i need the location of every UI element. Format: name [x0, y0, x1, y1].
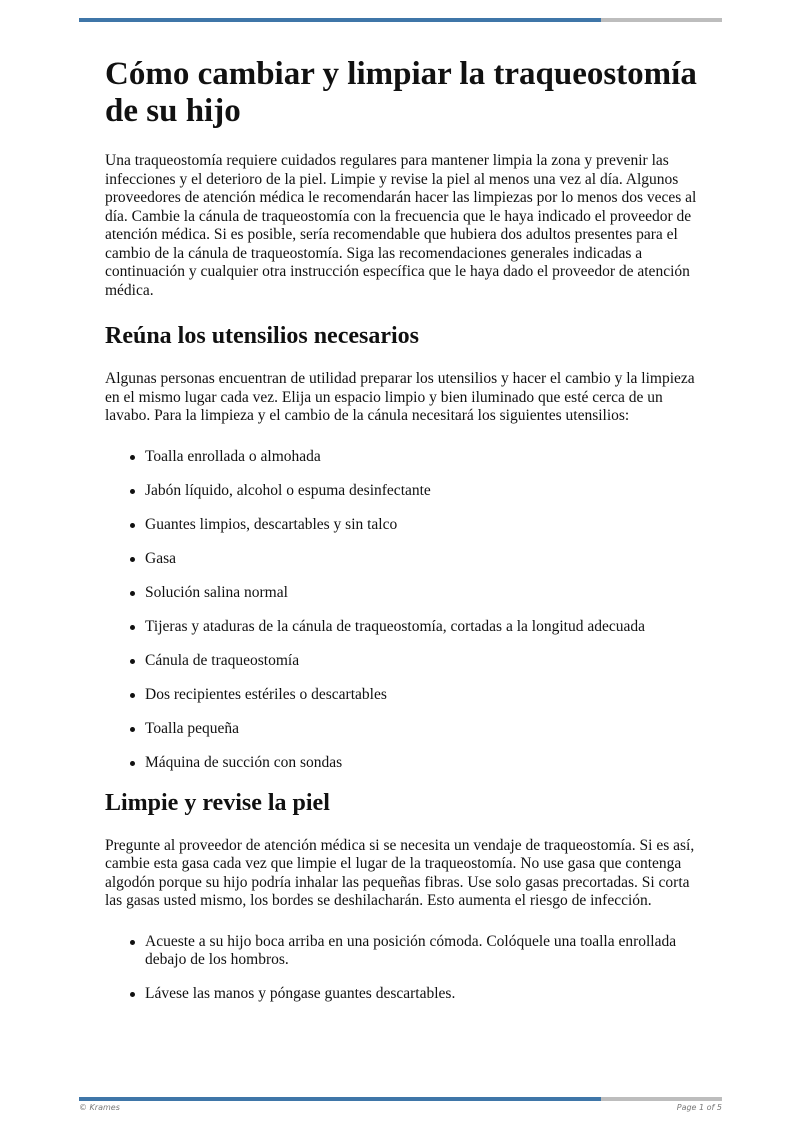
- copyright-text: © Krames: [79, 1103, 120, 1112]
- header-rule-grey: [601, 18, 722, 22]
- intro-paragraph: Una traqueostomía requiere cuidados regulares para mantener limpia la zona y prevenir las infecciones y el deterioro de la piel. Limpie y revise la piel al menos una vez al día. Algunos proveedores de atención médica le recomendarán hacer las limpiezas por lo menos dos veces al día. Cambie la cánula de traqueostomía con la frecuencia que le haya indicado el proveedor de atención médica. Si es posible, sería recomendable que hubiera dos adultos presentes para el cambio de la cánula de traqueostomía. Siga las recomendaciones generales indicadas a continuación y cualquier otra instrucción específica que le haya dado el proveedor de atención médica.: [105, 152, 697, 299]
- section-gather-supplies: [105, 322, 705, 773]
- section-clean-skin: [105, 789, 705, 1004]
- header-rule: [79, 18, 722, 22]
- page-number: Page 1 of 5: [676, 1103, 722, 1112]
- bullet-icon: [130, 659, 135, 664]
- bullet-icon: [130, 591, 135, 596]
- page-footer: [79, 1103, 722, 1112]
- page-title: Cómo cambiar y limpiar la traqueostomía de su hijo: [105, 56, 697, 129]
- list-item: Jabón líquido, alcohol o espuma desinfectante: [145, 482, 705, 501]
- bullet-icon: [130, 940, 135, 945]
- list-item: Gasa: [145, 550, 705, 569]
- list-item: Solución salina normal: [145, 584, 705, 603]
- bullet-icon: [130, 727, 135, 732]
- footer-rule-accent: [79, 1097, 601, 1101]
- bullet-icon: [130, 557, 135, 562]
- bullet-icon: [130, 761, 135, 766]
- list-item: Cánula de traqueostomía: [145, 652, 705, 671]
- list-item: Tijeras y ataduras de la cánula de traqueostomía, cortadas a la longitud adecuada: [145, 618, 705, 637]
- header-rule-accent: [79, 18, 601, 22]
- list-item: Toalla pequeña: [145, 720, 705, 739]
- list-item: Máquina de succión con sondas: [145, 754, 705, 773]
- section-paragraph: Pregunte al proveedor de atención médica si se necesita un vendaje de traqueostomía. Si es así, cambie esta gasa cada vez que limpie el lugar de la traqueostomía. No use gasa que contenga algodón porque su hijo podría inhalar las pequeñas fibras. Use solo gasas precortadas. Si corta las gasas usted mismo, los bordes se deshilacharán. Esto aumenta el riesgo de infección.: [105, 836, 695, 910]
- footer-rule: [79, 1097, 722, 1101]
- section-paragraph: Algunas personas encuentran de utilidad preparar los utensilios y hacer el cambio y la limpieza en el mismo lugar cada vez. Elija un espacio limpio y bien iluminado que esté cerca de un lavabo. Para la limpieza y el cambio de la cánula necesitará los siguientes utensilios:: [105, 370, 695, 424]
- bullet-icon: [130, 455, 135, 460]
- steps-list: [105, 933, 705, 1004]
- bullet-icon: [130, 992, 135, 997]
- list-item: Toalla enrollada o almohada: [145, 448, 705, 467]
- section-heading: Reúna los utensilios necesarios: [105, 323, 420, 349]
- list-item: Acueste a su hijo boca arriba en una posición cómoda. Colóquele una toalla enrollada debajo de los hombros.: [145, 933, 705, 970]
- section-heading: Limpie y revise la piel: [105, 789, 330, 816]
- list-item: Lávese las manos y póngase guantes descartables.: [145, 985, 705, 1004]
- bullet-icon: [130, 523, 135, 528]
- list-item: Guantes limpios, descartables y sin talco: [145, 516, 705, 535]
- document-body: [105, 56, 705, 1020]
- supplies-list: [105, 448, 705, 773]
- list-item: Dos recipientes estériles o descartables: [145, 686, 705, 705]
- footer-rule-grey: [601, 1097, 722, 1101]
- bullet-icon: [130, 489, 135, 494]
- bullet-icon: [130, 693, 135, 698]
- bullet-icon: [130, 625, 135, 630]
